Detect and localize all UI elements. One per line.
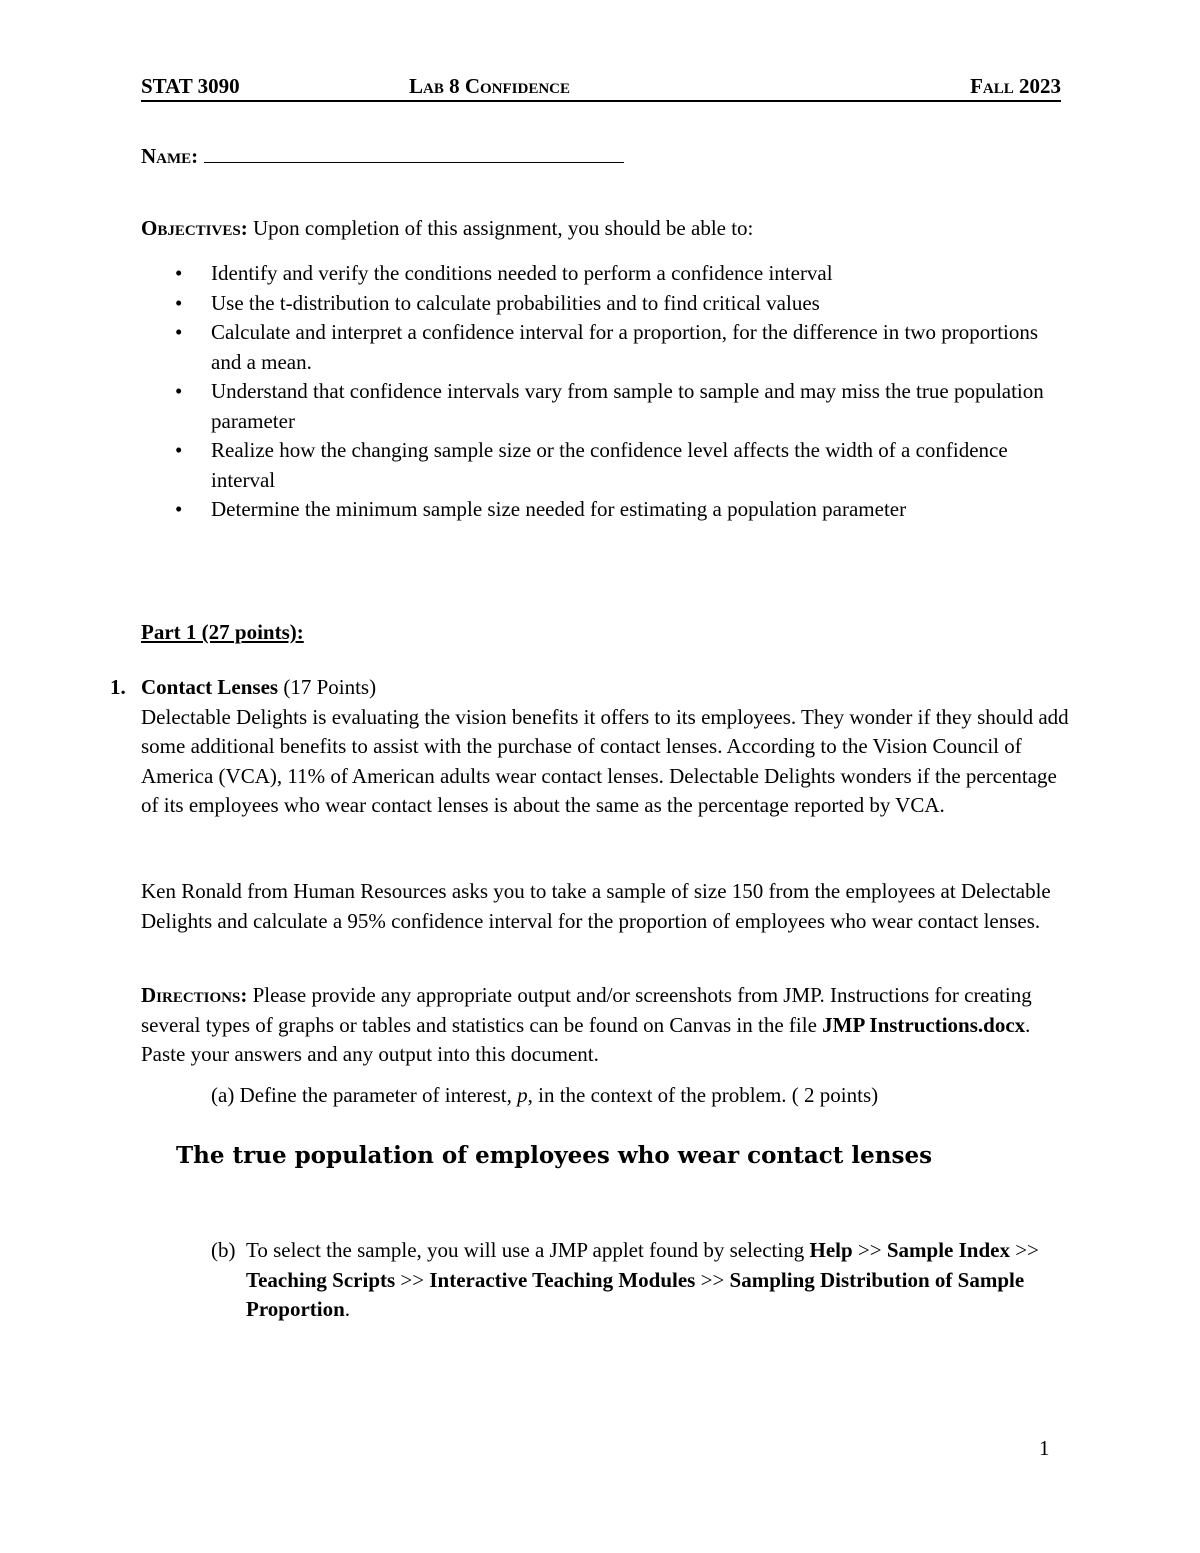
question-points: (17 Points) xyxy=(278,675,377,699)
objectives-list xyxy=(141,259,1061,525)
directions-text-2: . Paste your answers and any output into this document. xyxy=(141,1012,1031,1066)
term: Fall 2023 xyxy=(970,74,1061,98)
directions-file: JMP Instructions.docx xyxy=(822,1012,1026,1037)
page-number: 1 xyxy=(1039,1436,1050,1460)
menu-path-teaching-scripts: Teaching Scripts xyxy=(246,1267,396,1292)
directions-text-1: Please provide any appropriate output and/or screenshots from JMP. Instructions for creating several types of graphs or tables and statistics can be found on Canvas in the file xyxy=(141,983,1032,1037)
bullet-icon: • xyxy=(175,261,183,285)
bullet-icon: • xyxy=(175,497,183,521)
bullet-icon: • xyxy=(175,379,183,403)
part-a-answer[interactable]: The true population of employees who wear contact lenses xyxy=(176,1142,933,1169)
course-code: STAT 3090 xyxy=(141,74,240,98)
menu-path-sample-index: Sample Index xyxy=(886,1238,1010,1262)
part-b-label: (b) xyxy=(211,1238,236,1262)
question-paragraph-2: Ken Ronald from Human Resources asks you to take a sample of size 150 from the employees at Delectable Delights and calculate a 95% confidence interval for the proportion of employees who wear contact lenses. xyxy=(141,879,1051,933)
bullet-icon: • xyxy=(175,320,183,344)
list-item: • Use the t-distribution to calculate probabilities and to find critical values xyxy=(141,289,1061,319)
name-blank-line[interactable] xyxy=(204,144,624,163)
list-item: • Understand that confidence intervals vary from sample to sample and may miss the true population parameter xyxy=(175,379,1044,433)
directions xyxy=(141,981,1071,1070)
objectives-intro xyxy=(141,214,1061,244)
list-item: • Determine the minimum sample size needed for estimating a population parameter xyxy=(141,495,1061,525)
name-row xyxy=(141,142,624,172)
parameter-symbol: p xyxy=(517,1083,528,1107)
bullet-icon: • xyxy=(175,290,183,315)
question-1 xyxy=(110,673,1070,821)
list-item: • Realize how the changing sample size or the confidence level affects the width of a confidence interval xyxy=(175,438,1008,492)
question-title: Contact Lenses xyxy=(141,675,279,699)
directions-label: Directions: xyxy=(141,983,248,1007)
objectives-label: Objectives: xyxy=(141,216,248,240)
name-label: Name: xyxy=(141,144,199,168)
question-number: 1. xyxy=(110,675,126,699)
question-paragraph-1: Delectable Delights is evaluating the vision benefits it offers to its employees. They wonder if they should add some additional benefits to assist with the purchase of contact lenses. According to the Vision Council of America (VCA), 11% of American adults wear contact lenses. Delectable Delights wonders if the percentage of its employees who wear contact lenses is about the same as the percentage reported by VCA. xyxy=(141,704,1069,817)
part-a-label: (a) xyxy=(211,1083,235,1107)
part1-title: Part 1 (27 points): xyxy=(141,620,304,644)
bullet-icon: • xyxy=(175,438,183,462)
page-header xyxy=(141,72,1061,102)
list-item: • Calculate and interpret a confidence interval for a proportion, for the difference in two proportions and a mean. xyxy=(175,320,1039,374)
lab-title: Lab 8 Confidence xyxy=(409,74,571,98)
part-b-text: To select the sample, you will use a JMP applet found by selecting xyxy=(246,1238,810,1262)
menu-path-help: Help xyxy=(809,1238,853,1262)
menu-path-sampling-distribution: Sampling Distribution of Sample Proportion xyxy=(246,1267,1025,1321)
objectives-intro-text: Upon completion of this assignment, you should be able to: xyxy=(247,216,754,240)
part-a-question: (a) Define the parameter of interest, p, in the context of the problem. ( 2 points) xyxy=(211,1083,879,1107)
part-b-question: (b) To select the sample, you will use a JMP applet found by selecting Help >> Sample Index >> Teaching Scripts >> Interactive Teaching Modules >> Sampling Distribution of Sample Proportion. xyxy=(211,1238,1039,1321)
menu-path-interactive-modules: Interactive Teaching Modules xyxy=(429,1267,696,1292)
list-item: • Identify and verify the conditions needed to perform a confidence interval xyxy=(141,259,1061,289)
